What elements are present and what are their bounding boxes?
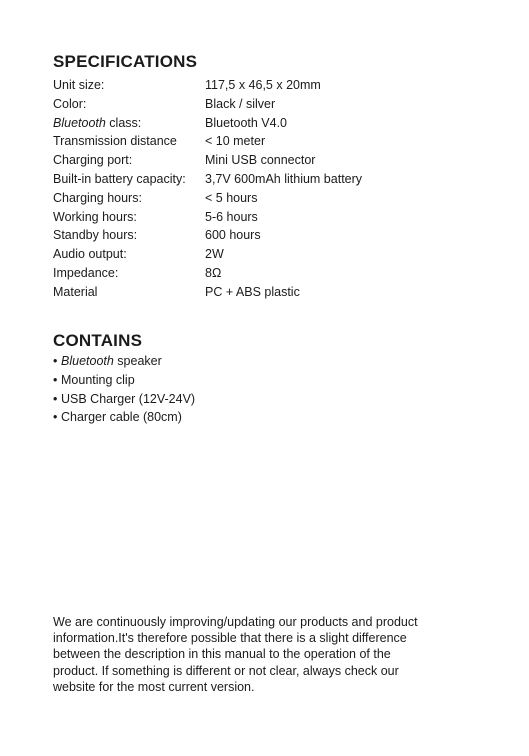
- spec-value: 117,5 x 46,5 x 20mm: [205, 78, 321, 92]
- spec-row: [53, 245, 362, 264]
- spec-row: [53, 132, 362, 151]
- spec-label: Transmission distance: [53, 134, 177, 149]
- spec-row: [53, 114, 362, 133]
- bullet: •: [53, 372, 58, 387]
- list-item: [53, 371, 195, 390]
- list-item: [53, 352, 195, 371]
- spec-row: [53, 95, 362, 114]
- contains-list: [53, 352, 195, 427]
- spec-label: Charging hours:: [53, 190, 142, 205]
- spec-row: [53, 151, 362, 170]
- list-item-text: Mounting clip: [61, 372, 135, 387]
- spec-value: 600 hours: [205, 228, 261, 243]
- spec-value: 8Ω: [205, 265, 222, 280]
- specifications-table: [53, 76, 362, 302]
- spec-label: Unit size:: [53, 78, 105, 92]
- list-item: [53, 408, 195, 427]
- spec-label: [53, 114, 205, 133]
- disclaimer-paragraph: [53, 614, 473, 695]
- spec-label: Audio output:: [53, 247, 127, 262]
- bullet: •: [53, 410, 58, 425]
- spec-value: 3,7V 600mAh lithium battery: [205, 171, 363, 186]
- spec-row: [53, 283, 362, 302]
- list-item-text: USB Charger (12V-24V): [61, 391, 196, 406]
- spec-row: [53, 189, 362, 208]
- spec-label: Material: [53, 284, 98, 299]
- spec-value: 2W: [205, 247, 224, 262]
- specifications-heading: SPECIFICATIONS: [53, 52, 198, 71]
- spec-row: [53, 76, 362, 95]
- bullet: •: [53, 391, 58, 406]
- spec-label-rest: class:: [105, 115, 142, 130]
- spec-label: Charging port:: [53, 153, 133, 168]
- spec-label: Working hours:: [53, 209, 137, 224]
- spec-row: [53, 170, 362, 189]
- spec-label: Color:: [53, 96, 87, 111]
- disclaimer-line: information.It's therefore possible that there is a slight difference: [53, 631, 407, 646]
- bullet: •: [53, 354, 58, 368]
- spec-value: PC + ABS plastic: [205, 284, 300, 299]
- spec-value: Black / silver: [205, 96, 276, 111]
- spec-value: < 10 meter: [205, 134, 266, 149]
- list-item-text: speaker: [113, 354, 162, 368]
- disclaimer-line: We are continuously improving/updating our products and product: [53, 615, 418, 629]
- spec-label: Impedance:: [53, 265, 119, 280]
- spec-value: 5-6 hours: [205, 209, 258, 224]
- list-item-text: Charger cable (80cm): [61, 410, 182, 425]
- spec-label-italic: Bluetooth: [53, 115, 106, 130]
- spec-value: Bluetooth V4.0: [205, 115, 288, 130]
- list-item: [53, 390, 195, 409]
- spec-row: [53, 208, 362, 227]
- disclaimer-line: between the description in this manual to the operation of the: [53, 647, 391, 662]
- spec-row: [53, 226, 362, 245]
- spec-label: Built-in battery capacity:: [53, 171, 186, 186]
- spec-row: [53, 264, 362, 283]
- disclaimer-line: product. If something is different or not clear, always check our: [53, 663, 399, 678]
- spec-value: < 5 hours: [205, 190, 258, 205]
- spec-value: Mini USB connector: [205, 153, 316, 168]
- contains-heading: CONTAINS: [53, 331, 143, 350]
- spec-label: Standby hours:: [53, 228, 138, 243]
- list-item-italic: Bluetooth: [61, 354, 114, 368]
- disclaimer-line: website for the most current version.: [53, 679, 255, 694]
